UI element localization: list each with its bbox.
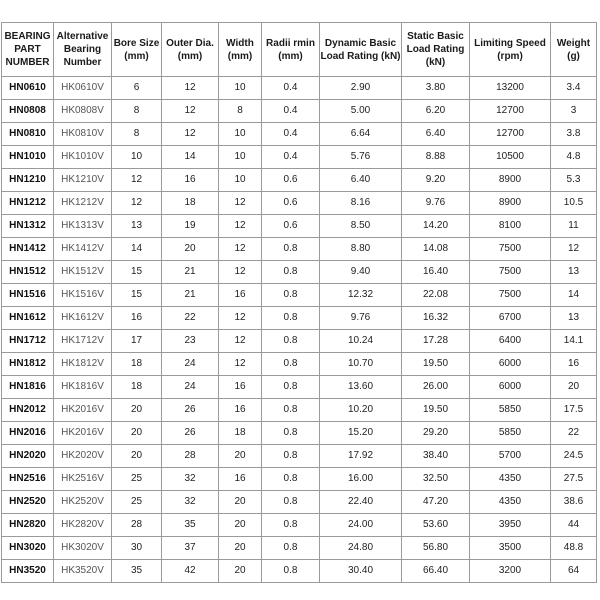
- static-rating-cell: 6.40: [402, 123, 470, 146]
- table-row: [2, 422, 597, 445]
- dynamic-rating-cell: 10.70: [320, 353, 402, 376]
- table-row: [2, 307, 597, 330]
- limiting-speed-cell: 8900: [470, 169, 551, 192]
- alternative-number-cell: HK2516V: [54, 468, 112, 491]
- dynamic-rating-cell: 6.64: [320, 123, 402, 146]
- width-cell: 16: [219, 399, 262, 422]
- dynamic-rating-cell: 24.00: [320, 514, 402, 537]
- radii-cell: 0.8: [262, 376, 320, 399]
- dynamic-rating-cell: 2.90: [320, 77, 402, 100]
- part-number-cell: HN0610: [2, 77, 54, 100]
- radii-cell: 0.8: [262, 560, 320, 583]
- width-cell: 20: [219, 560, 262, 583]
- bore-size-cell: 20: [112, 445, 162, 468]
- static-rating-cell: 19.50: [402, 353, 470, 376]
- header-alternative-bearing-number: Alternative Bearing Number: [54, 23, 112, 77]
- weight-cell: 14: [551, 284, 597, 307]
- part-number-cell: HN1512: [2, 261, 54, 284]
- bore-size-cell: 8: [112, 123, 162, 146]
- weight-cell: 5.3: [551, 169, 597, 192]
- alternative-number-cell: HK3520V: [54, 560, 112, 583]
- header-bearing-part-number: BEARING PART NUMBER: [2, 23, 54, 77]
- static-rating-cell: 32.50: [402, 468, 470, 491]
- alternative-number-cell: HK2016V: [54, 399, 112, 422]
- table-row: [2, 537, 597, 560]
- limiting-speed-cell: 6400: [470, 330, 551, 353]
- weight-cell: 44: [551, 514, 597, 537]
- radii-cell: 0.8: [262, 468, 320, 491]
- alternative-number-cell: HK2020V: [54, 445, 112, 468]
- outer-diameter-cell: 20: [162, 238, 219, 261]
- table-row: [2, 238, 597, 261]
- outer-diameter-cell: 24: [162, 353, 219, 376]
- limiting-speed-cell: 5700: [470, 445, 551, 468]
- limiting-speed-cell: 3200: [470, 560, 551, 583]
- part-number-cell: HN1010: [2, 146, 54, 169]
- alternative-number-cell: HK1812V: [54, 353, 112, 376]
- dynamic-rating-cell: 16.00: [320, 468, 402, 491]
- table-row: [2, 77, 597, 100]
- header-dynamic-load-rating: Dynamic Basic Load Rating (kN): [320, 23, 402, 77]
- radii-cell: 0.4: [262, 77, 320, 100]
- weight-cell: 13: [551, 261, 597, 284]
- part-number-cell: HN1412: [2, 238, 54, 261]
- weight-cell: 3: [551, 100, 597, 123]
- part-number-cell: HN2012: [2, 399, 54, 422]
- alternative-number-cell: HK2520V: [54, 491, 112, 514]
- radii-cell: 0.8: [262, 445, 320, 468]
- bore-size-cell: 10: [112, 146, 162, 169]
- table-row: [2, 376, 597, 399]
- weight-cell: 13: [551, 307, 597, 330]
- part-number-cell: HN3020: [2, 537, 54, 560]
- part-number-cell: HN2516: [2, 468, 54, 491]
- table-row: [2, 445, 597, 468]
- static-rating-cell: 47.20: [402, 491, 470, 514]
- bore-size-cell: 30: [112, 537, 162, 560]
- radii-cell: 0.4: [262, 123, 320, 146]
- bore-size-cell: 17: [112, 330, 162, 353]
- static-rating-cell: 3.80: [402, 77, 470, 100]
- outer-diameter-cell: 37: [162, 537, 219, 560]
- bore-size-cell: 18: [112, 353, 162, 376]
- radii-cell: 0.8: [262, 284, 320, 307]
- outer-diameter-cell: 21: [162, 284, 219, 307]
- width-cell: 16: [219, 284, 262, 307]
- table-row: [2, 514, 597, 537]
- width-cell: 12: [219, 238, 262, 261]
- limiting-speed-cell: 7500: [470, 284, 551, 307]
- part-number-cell: HN2820: [2, 514, 54, 537]
- weight-cell: 22: [551, 422, 597, 445]
- table-row: [2, 491, 597, 514]
- dynamic-rating-cell: 10.24: [320, 330, 402, 353]
- weight-cell: 10.5: [551, 192, 597, 215]
- table-row: [2, 284, 597, 307]
- alternative-number-cell: HK1010V: [54, 146, 112, 169]
- dynamic-rating-cell: 10.20: [320, 399, 402, 422]
- width-cell: 20: [219, 537, 262, 560]
- part-number-cell: HN1210: [2, 169, 54, 192]
- limiting-speed-cell: 5850: [470, 422, 551, 445]
- bore-size-cell: 20: [112, 422, 162, 445]
- header-width: Width (mm): [219, 23, 262, 77]
- radii-cell: 0.6: [262, 169, 320, 192]
- width-cell: 18: [219, 422, 262, 445]
- table-row: [2, 146, 597, 169]
- bore-size-cell: 16: [112, 307, 162, 330]
- dynamic-rating-cell: 12.32: [320, 284, 402, 307]
- alternative-number-cell: HK1612V: [54, 307, 112, 330]
- bore-size-cell: 25: [112, 491, 162, 514]
- limiting-speed-cell: 6000: [470, 376, 551, 399]
- bore-size-cell: 15: [112, 261, 162, 284]
- width-cell: 10: [219, 77, 262, 100]
- width-cell: 10: [219, 123, 262, 146]
- table-row: [2, 123, 597, 146]
- width-cell: 12: [219, 353, 262, 376]
- limiting-speed-cell: 8900: [470, 192, 551, 215]
- dynamic-rating-cell: 5.76: [320, 146, 402, 169]
- dynamic-rating-cell: 17.92: [320, 445, 402, 468]
- weight-cell: 14.1: [551, 330, 597, 353]
- limiting-speed-cell: 6000: [470, 353, 551, 376]
- dynamic-rating-cell: 15.20: [320, 422, 402, 445]
- outer-diameter-cell: 23: [162, 330, 219, 353]
- width-cell: 20: [219, 514, 262, 537]
- weight-cell: 64: [551, 560, 597, 583]
- dynamic-rating-cell: 8.80: [320, 238, 402, 261]
- part-number-cell: HN0808: [2, 100, 54, 123]
- weight-cell: 24.5: [551, 445, 597, 468]
- radii-cell: 0.8: [262, 307, 320, 330]
- weight-cell: 38.6: [551, 491, 597, 514]
- outer-diameter-cell: 14: [162, 146, 219, 169]
- weight-cell: 27.5: [551, 468, 597, 491]
- alternative-number-cell: HK1313V: [54, 215, 112, 238]
- header-bore-size: Bore Size (mm): [112, 23, 162, 77]
- bore-size-cell: 8: [112, 100, 162, 123]
- dynamic-rating-cell: 6.40: [320, 169, 402, 192]
- width-cell: 20: [219, 491, 262, 514]
- width-cell: 8: [219, 100, 262, 123]
- dynamic-rating-cell: 9.40: [320, 261, 402, 284]
- radii-cell: 0.4: [262, 100, 320, 123]
- outer-diameter-cell: 12: [162, 100, 219, 123]
- bore-size-cell: 6: [112, 77, 162, 100]
- outer-diameter-cell: 16: [162, 169, 219, 192]
- outer-diameter-cell: 32: [162, 468, 219, 491]
- alternative-number-cell: HK1412V: [54, 238, 112, 261]
- static-rating-cell: 38.40: [402, 445, 470, 468]
- header-weight: Weight (g): [551, 23, 597, 77]
- table-row: [2, 353, 597, 376]
- limiting-speed-cell: 6700: [470, 307, 551, 330]
- static-rating-cell: 53.60: [402, 514, 470, 537]
- outer-diameter-cell: 35: [162, 514, 219, 537]
- header-row: [2, 23, 597, 77]
- static-rating-cell: 6.20: [402, 100, 470, 123]
- radii-cell: 0.6: [262, 192, 320, 215]
- weight-cell: 11: [551, 215, 597, 238]
- limiting-speed-cell: 12700: [470, 123, 551, 146]
- static-rating-cell: 17.28: [402, 330, 470, 353]
- width-cell: 16: [219, 376, 262, 399]
- limiting-speed-cell: 3500: [470, 537, 551, 560]
- width-cell: 12: [219, 307, 262, 330]
- outer-diameter-cell: 19: [162, 215, 219, 238]
- radii-cell: 0.8: [262, 514, 320, 537]
- radii-cell: 0.8: [262, 330, 320, 353]
- header-radii-rmin: Radii rmin (mm): [262, 23, 320, 77]
- width-cell: 10: [219, 146, 262, 169]
- limiting-speed-cell: 7500: [470, 261, 551, 284]
- header-limiting-speed: Limiting Speed (rpm): [470, 23, 551, 77]
- alternative-number-cell: HK1212V: [54, 192, 112, 215]
- alternative-number-cell: HK1516V: [54, 284, 112, 307]
- static-rating-cell: 14.20: [402, 215, 470, 238]
- alternative-number-cell: HK1712V: [54, 330, 112, 353]
- dynamic-rating-cell: 13.60: [320, 376, 402, 399]
- bore-size-cell: 35: [112, 560, 162, 583]
- weight-cell: 16: [551, 353, 597, 376]
- table-row: [2, 560, 597, 583]
- part-number-cell: HN1516: [2, 284, 54, 307]
- bearing-spec-table: [1, 22, 597, 583]
- dynamic-rating-cell: 22.40: [320, 491, 402, 514]
- header-static-load-rating: Static Basic Load Rating (kN): [402, 23, 470, 77]
- dynamic-rating-cell: 8.16: [320, 192, 402, 215]
- radii-cell: 0.8: [262, 261, 320, 284]
- width-cell: 16: [219, 468, 262, 491]
- outer-diameter-cell: 12: [162, 77, 219, 100]
- part-number-cell: HN1612: [2, 307, 54, 330]
- limiting-speed-cell: 10500: [470, 146, 551, 169]
- limiting-speed-cell: 3950: [470, 514, 551, 537]
- part-number-cell: HN1312: [2, 215, 54, 238]
- limiting-speed-cell: 13200: [470, 77, 551, 100]
- dynamic-rating-cell: 24.80: [320, 537, 402, 560]
- dynamic-rating-cell: 30.40: [320, 560, 402, 583]
- alternative-number-cell: HK3020V: [54, 537, 112, 560]
- weight-cell: 3.4: [551, 77, 597, 100]
- alternative-number-cell: HK1210V: [54, 169, 112, 192]
- part-number-cell: HN2016: [2, 422, 54, 445]
- outer-diameter-cell: 22: [162, 307, 219, 330]
- outer-diameter-cell: 21: [162, 261, 219, 284]
- bore-size-cell: 12: [112, 192, 162, 215]
- table-row: [2, 468, 597, 491]
- bore-size-cell: 15: [112, 284, 162, 307]
- width-cell: 12: [219, 330, 262, 353]
- limiting-speed-cell: 4350: [470, 468, 551, 491]
- weight-cell: 48.8: [551, 537, 597, 560]
- table-row: [2, 100, 597, 123]
- outer-diameter-cell: 26: [162, 422, 219, 445]
- static-rating-cell: 16.32: [402, 307, 470, 330]
- bore-size-cell: 13: [112, 215, 162, 238]
- radii-cell: 0.8: [262, 238, 320, 261]
- part-number-cell: HN1212: [2, 192, 54, 215]
- alternative-number-cell: HK1816V: [54, 376, 112, 399]
- static-rating-cell: 16.40: [402, 261, 470, 284]
- weight-cell: 20: [551, 376, 597, 399]
- bore-size-cell: 14: [112, 238, 162, 261]
- static-rating-cell: 14.08: [402, 238, 470, 261]
- outer-diameter-cell: 26: [162, 399, 219, 422]
- radii-cell: 0.8: [262, 537, 320, 560]
- limiting-speed-cell: 5850: [470, 399, 551, 422]
- limiting-speed-cell: 12700: [470, 100, 551, 123]
- outer-diameter-cell: 12: [162, 123, 219, 146]
- static-rating-cell: 8.88: [402, 146, 470, 169]
- part-number-cell: HN2520: [2, 491, 54, 514]
- dynamic-rating-cell: 8.50: [320, 215, 402, 238]
- width-cell: 10: [219, 169, 262, 192]
- limiting-speed-cell: 4350: [470, 491, 551, 514]
- alternative-number-cell: HK0808V: [54, 100, 112, 123]
- outer-diameter-cell: 32: [162, 491, 219, 514]
- static-rating-cell: 26.00: [402, 376, 470, 399]
- bore-size-cell: 12: [112, 169, 162, 192]
- table-row: [2, 330, 597, 353]
- part-number-cell: HN1816: [2, 376, 54, 399]
- limiting-speed-cell: 8100: [470, 215, 551, 238]
- width-cell: 20: [219, 445, 262, 468]
- table-row: [2, 169, 597, 192]
- radii-cell: 0.4: [262, 146, 320, 169]
- outer-diameter-cell: 42: [162, 560, 219, 583]
- part-number-cell: HN2020: [2, 445, 54, 468]
- part-number-cell: HN3520: [2, 560, 54, 583]
- weight-cell: 4.8: [551, 146, 597, 169]
- alternative-number-cell: HK0610V: [54, 77, 112, 100]
- width-cell: 12: [219, 261, 262, 284]
- radii-cell: 0.8: [262, 353, 320, 376]
- bore-size-cell: 28: [112, 514, 162, 537]
- weight-cell: 3.8: [551, 123, 597, 146]
- width-cell: 12: [219, 192, 262, 215]
- radii-cell: 0.6: [262, 215, 320, 238]
- limiting-speed-cell: 7500: [470, 238, 551, 261]
- alternative-number-cell: HK0810V: [54, 123, 112, 146]
- alternative-number-cell: HK2820V: [54, 514, 112, 537]
- weight-cell: 17.5: [551, 399, 597, 422]
- table-row: [2, 399, 597, 422]
- dynamic-rating-cell: 5.00: [320, 100, 402, 123]
- static-rating-cell: 9.20: [402, 169, 470, 192]
- header-outer-diameter: Outer Dia. (mm): [162, 23, 219, 77]
- weight-cell: 12: [551, 238, 597, 261]
- radii-cell: 0.8: [262, 422, 320, 445]
- bearing-spec-table-container: [1, 22, 596, 583]
- part-number-cell: HN0810: [2, 123, 54, 146]
- width-cell: 12: [219, 215, 262, 238]
- static-rating-cell: 66.40: [402, 560, 470, 583]
- static-rating-cell: 29.20: [402, 422, 470, 445]
- table-row: [2, 192, 597, 215]
- bore-size-cell: 18: [112, 376, 162, 399]
- table-body: [2, 77, 597, 583]
- static-rating-cell: 56.80: [402, 537, 470, 560]
- static-rating-cell: 22.08: [402, 284, 470, 307]
- alternative-number-cell: HK2016V: [54, 422, 112, 445]
- part-number-cell: HN1712: [2, 330, 54, 353]
- bore-size-cell: 25: [112, 468, 162, 491]
- part-number-cell: HN1812: [2, 353, 54, 376]
- table-row: [2, 261, 597, 284]
- static-rating-cell: 9.76: [402, 192, 470, 215]
- radii-cell: 0.8: [262, 491, 320, 514]
- outer-diameter-cell: 18: [162, 192, 219, 215]
- dynamic-rating-cell: 9.76: [320, 307, 402, 330]
- table-header: [2, 23, 597, 77]
- bore-size-cell: 20: [112, 399, 162, 422]
- outer-diameter-cell: 28: [162, 445, 219, 468]
- radii-cell: 0.8: [262, 399, 320, 422]
- static-rating-cell: 19.50: [402, 399, 470, 422]
- alternative-number-cell: HK1512V: [54, 261, 112, 284]
- outer-diameter-cell: 24: [162, 376, 219, 399]
- table-row: [2, 215, 597, 238]
